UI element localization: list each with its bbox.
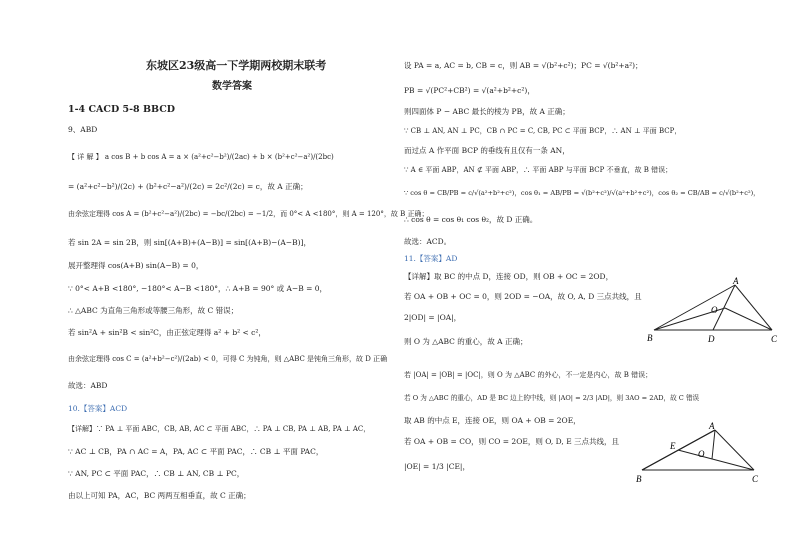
label-e: E (670, 441, 676, 451)
q9-answer: 9、ABD (68, 125, 98, 134)
q11-line6: 若 O 为 △ABC 的重心，AD 是 BC 边上的中线，则 |AO| = 2/3 |AD|，则 3AO = 2AD，故 C 错误 (404, 394, 700, 402)
q9-line2: = (a²+c²−b²)/(2c) + (b²+c²−a²)/(2c) = 2c²/(2c) = c，故 A 正确； (68, 182, 308, 191)
q11-line5: 若 |OA| = |OB| = |OC|，则 O 为 △ABC 的外心，不一定是内心，故 B 错误； (404, 371, 653, 379)
q10-line2: ∵ AC ⊥ CB，PA ∩ AC = A，PA, AC ⊂ 平面 PAC，∴ CB ⊥ 平面 PAC， (68, 447, 324, 456)
segment-oc (725, 308, 772, 330)
q9-line3: 由余弦定理得 cos A = (b²+c²−a²)/(2bc) = −bc/(2bc) = −1/2，而 0°< A <180°，则 A = 120°，故 B 正确； (68, 210, 429, 218)
q9-conclusion: 故选：ABD (68, 381, 108, 390)
q10-right-line2: PB = √(PC²+CB²) = √(a²+b²+c²)， (404, 86, 535, 95)
label-c: C (752, 474, 759, 484)
triangle-figure-median (640, 275, 785, 350)
q11-line4: 则 O 为 △ABC 的重心，故 A 正确； (404, 337, 528, 346)
triangle-figure-ae (632, 420, 782, 490)
q10-line4: 由以上可知 PA，AC，BC 两两互相垂直，故 C 正确； (68, 491, 251, 500)
q9-line4: 若 sin 2A = sin 2B，则 sin[(A+B)+(A−B)] = sin[(A+B)−(A−B)]， (68, 238, 311, 247)
page-subtitle: 数学答案 (212, 81, 252, 92)
q11-line2: 若 OA + OB + OC = 0，则 2OD = −OA，故 O, A, D 三点共线，且 (404, 292, 642, 301)
segment-oa (712, 430, 715, 459)
edge-ab (654, 285, 735, 330)
label-a: A (733, 276, 739, 286)
q9-line6: ∵ 0°< A+B <180°, −180°< A−B <180°，∴ A+B = 90° 或 A−B = 0， (68, 284, 328, 293)
q11-line1: 【详解】取 BC 的中点 D，连接 OD，则 OB + OC = 2OD， (404, 272, 614, 281)
label-c: C (771, 334, 778, 344)
label-a: A (709, 421, 715, 431)
q11-line3: 2|OD| = |OA|， (404, 313, 462, 322)
q9-line5: 展开整理得 cos(A+B) sin(A−B) = 0， (68, 261, 204, 270)
edge-ac (735, 285, 772, 330)
q9-line7: ∴ △ABC 为直角三角形或等腰三角形，故 C 错误； (68, 306, 239, 315)
q11-answer: 11.【答案】AD (404, 254, 458, 263)
page-title: 东坡区23级高一下学期两校期末联考 (146, 59, 327, 72)
q10-answer: 10.【答案】ACD (68, 404, 128, 413)
q10-right-line8: ∴ cos θ = cos θ₁ cos θ₂，故 D 正确。 (404, 215, 538, 224)
q10-right-line6: ∵ A ∈ 平面 ABP，AN ⊄ 平面 ABP，∴ 平面 ABP 与平面 BCP 不垂直，故 B 错误； (404, 166, 673, 174)
q10-right-line1: 设 PA = a, AC = b, CB = c，则 AB = √(b²+c²)；PC = √(b²+a²)； (404, 61, 643, 70)
label-b: B (647, 333, 653, 343)
q9-line8: 若 sin²A + sin²B < sin²C，由正弦定理得 a² + b² < c²， (68, 328, 266, 337)
q11-line7: 取 AB 的中点 E，连接 OE，则 OA + OB = 2OE， (404, 416, 581, 425)
q10-line1: 【详解】∵ PA ⊥ 平面 ABC，CB, AB, AC ⊂ 平面 ABC，∴ PA ⊥ CB, PA ⊥ AB, PA ⊥ AC， (68, 425, 371, 433)
q10-right-line7: ∵ cos θ = CB/PB = c/√(a²+b²+c²)，cos θ₁ = AB/PB = √(b²+c²)/√(a²+b²+c²)，cos θ₂ = CB/AB = c/√(b²+c²)， (404, 189, 760, 197)
q9-line1: 【 详 解 】 a cos B + b cos A = a × (a²+c²−b²)/(2ac) + b × (b²+c²−a²)/(2bc) (68, 153, 334, 161)
label-b: B (636, 474, 642, 484)
edge-ac (715, 430, 754, 470)
mc-answers: 1-4 CACD 5-8 BBCD (68, 104, 176, 115)
segment-ec (678, 450, 754, 470)
label-o: O (711, 305, 718, 315)
q10-conclusion: 故选：ACD。 (404, 237, 452, 246)
q10-right-line5: 而过点 A 作平面 BCP 的垂线有且仅有一条 AN， (404, 146, 570, 155)
q10-right-line3: 则四面体 P − ABC 最长的棱为 PB，故 A 正确； (404, 107, 570, 116)
q9-line9: 由余弦定理得 cos C = (a²+b²−c²)/(2ab) < 0，可得 C 为钝角，则 △ABC 是钝角三角形，故 D 正确 (68, 355, 388, 363)
label-o: O (698, 449, 705, 459)
label-d: D (708, 334, 715, 344)
q10-line3: ∵ AN, PC ⊂ 平面 PAC，∴ CB ⊥ AN, CB ⊥ PC， (68, 469, 245, 478)
q11-line9: |OE| = 1/3 |CE|， (404, 462, 470, 471)
q11-line8: 若 OA + OB = CO，则 CO = 2OE，则 O, D, E 三点共线，且 (404, 437, 620, 446)
q10-right-line4: ∵ CB ⊥ AN, AN ⊥ PC，CB ∩ PC = C, CB, PC ⊂ 平面 BCP，∴ AN ⊥ 平面 BCP， (404, 127, 682, 135)
